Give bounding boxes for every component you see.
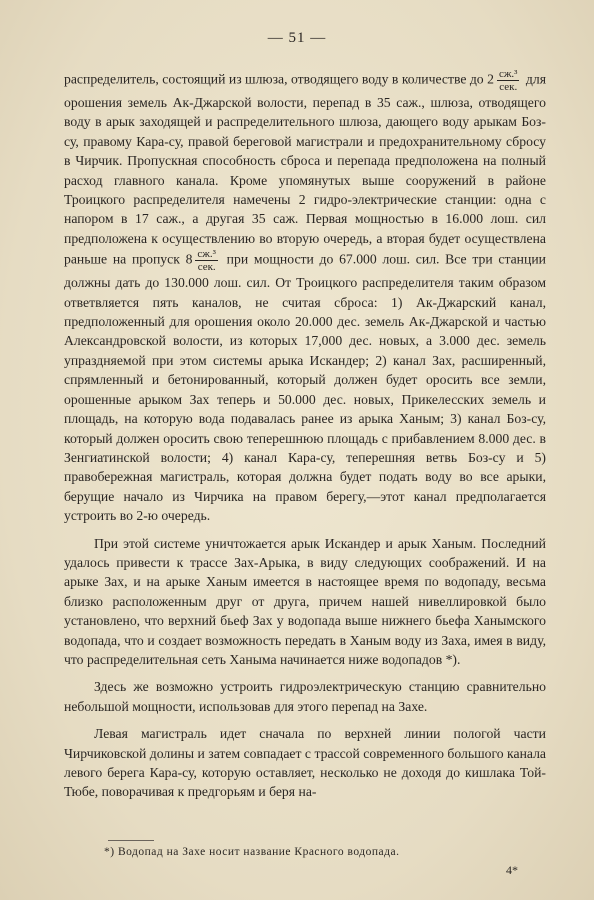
paragraph-1-text-b: для орошения земель Ак-Джарской волости, перепад в 35 саж., шлюза, отводящего воду в арык заходящей и распределительного шлюза, дающего воду арыкам Боз-су, правому Кара-су, правой береговой магистрали и предохранительному сбросу в Чирчик. Пропускная способность сброса и перепада предположена на полный расход главного канала. Кроме упомянутых выше сооружений в районе Троицкого распределителя намечены 2 гидро-электрические станции: одна с напором в 17 саж., а другая 35 саж. Первая мощностью в 16.000 лош. сил предположена к осуществлению во вторую очередь, а вторая будет осуществлена раньше на пропуск 8 bbox=[64, 71, 546, 267]
paragraph-1 bbox=[64, 68, 546, 526]
fraction-denominator-2: сек. bbox=[197, 261, 216, 274]
paragraph-3: Здесь же возможно устроить гидроэлектрическую станцию сравнительно небольшой мощности, использовав для этого перепад на Захе. bbox=[64, 679, 546, 714]
footnote-divider bbox=[108, 840, 154, 841]
paragraph-2: При этой системе уничтожается арык Искандер и арык Ханым. Последний удалось привести к трассе Зах-Арыка, в виду следующих соображений. И на арыке Зах, и на арыке Ханым имеется в настоящее время по водопаду, весьма близко расположенным друг от друга, причем нашей нивеллировкой было установлено, что верхний бьеф Зах у водопада выше нижнего бьефа Ханымского водопада, что и создает возможность передать в Ханым воду из Заха, имея в виду, что распределительная сеть Ханыма начинается ниже водопадов *). bbox=[64, 535, 546, 667]
fraction-numerator: сж.³ bbox=[498, 68, 518, 80]
paragraph-4: Левая магистраль идет сначала по верхней линии пологой части Чирчиковской долины и затем совпадает с трассой современного большого канала левого берега Кара-су, которую оставляет, несколько не доходя до кишлака Той-Тюбе, поворачивая к предгорьям и беря на- bbox=[64, 726, 546, 800]
fraction-cubic-sazhen-per-second bbox=[497, 68, 520, 93]
footnote: *) Водопад на Захе носит название Красного водопада. bbox=[104, 846, 400, 858]
signature-mark: 4* bbox=[506, 863, 518, 877]
fraction-denominator: сек. bbox=[499, 81, 518, 93]
fraction-cubic-sazhen-per-second-2 bbox=[195, 248, 218, 273]
fraction-numerator-2: сж.³ bbox=[197, 248, 216, 261]
page-body bbox=[64, 68, 546, 802]
paragraph-1-text-a: распределитель, состоящий из шлюза, отводящего воду в количестве до 2 bbox=[64, 71, 494, 87]
page-number: — 51 — bbox=[267, 30, 327, 46]
paragraph-1-text-c: при мощности до 67.000 лош. сил. Все три станции должны дать до 130.000 лош. сил. От Троицкого распределителя таким образом ответвляется пять каналов, не считая сброса: 1) Ак-Джарский канал, предположенный для орошения около 20.000 дес. земель Ак-Джарской и частью Александровской волости, из которых 17,000 дес. новых, а 3.000 дес. земель упраздняемой при этом системы арыка Искандер; 2) канал Зах, расширенный, спрямленный и бетонированный, который должен будет оросить все земли, орошенные арыком Зах теперь и 50.000 дес. новых, Прикелесских земель и площадь, на которую вода подавалась ранее из арыка Ханым; 3) канал Боз-су, который должен оросить свою теперешнюю площадь с прибавлением 8.000 дес. в Зенгиатинской волости; 4) канал Кара-су, теперешняя ветвь Боз-су и 5) правобережная магистраль, которая должна будет подать воду во все арыки, берущие начало из Чирчика на правом берегу,—этот канал предполагается устроить во 2-ю очередь. bbox=[64, 251, 546, 524]
